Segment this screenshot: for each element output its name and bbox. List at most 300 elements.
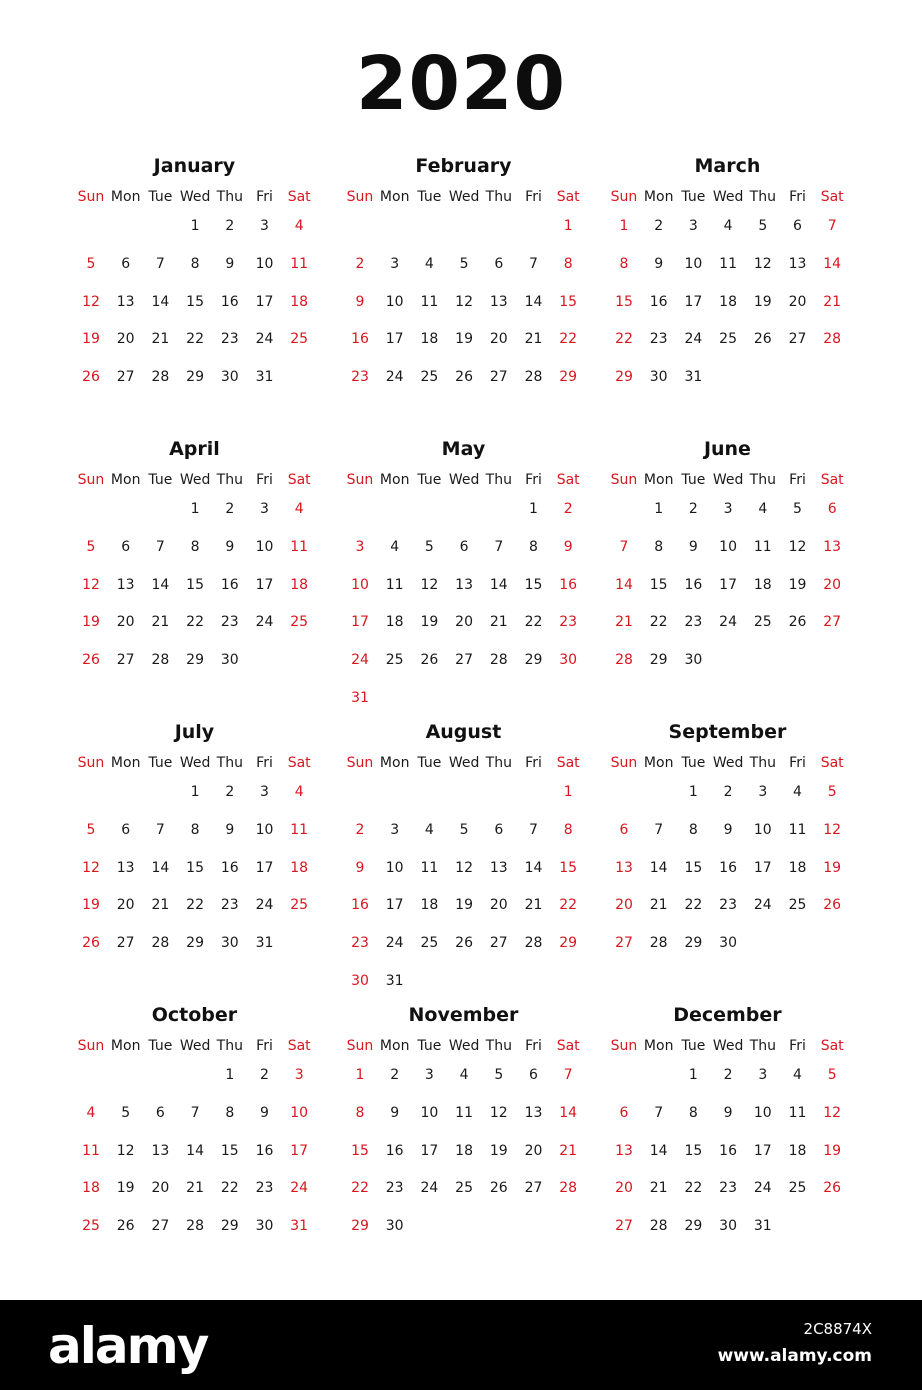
day-cell: 11	[385, 576, 404, 593]
day-cell: 19	[82, 614, 100, 631]
day-cell: 18	[82, 1180, 100, 1197]
day-cell: 21	[559, 1142, 578, 1159]
weekday-header: Sun	[77, 1038, 105, 1054]
day-cell: 6	[619, 1104, 629, 1121]
day-cell: 27	[615, 1218, 633, 1235]
day-cell: 15	[684, 1142, 703, 1159]
weekday-header: Wed	[712, 472, 744, 488]
day-cell: 15	[186, 293, 204, 310]
weekday-header: Tue	[681, 189, 706, 205]
day-cell: 17	[420, 1142, 439, 1159]
day-cell: 3	[723, 501, 733, 517]
day-cell: 2	[355, 255, 365, 272]
day-cell: 15	[649, 576, 668, 593]
day-cell: 20	[116, 614, 135, 631]
day-cell: 28	[524, 935, 543, 952]
day-cell: 17	[255, 293, 274, 310]
day-cell: 6	[494, 821, 504, 838]
day-cell: 17	[255, 859, 274, 876]
day-cell: 3	[260, 501, 269, 517]
day-cell: 22	[186, 897, 204, 914]
weekday-header: Tue	[417, 189, 442, 205]
day-cell: 19	[823, 859, 842, 876]
day-cell: 15	[186, 576, 204, 593]
day-cell: 29	[186, 652, 204, 669]
day-cell: 29	[684, 935, 703, 952]
day-cell: 16	[649, 293, 668, 310]
month-may	[342, 438, 585, 718]
weekday-header: Tue	[681, 1038, 706, 1054]
weekday-header: Mon	[110, 755, 141, 771]
day-cell: 21	[615, 614, 633, 631]
day-cell: 20	[489, 331, 508, 348]
day-cell: 22	[186, 614, 204, 631]
day-cell: 1	[355, 1067, 365, 1083]
weekday-header: Tue	[681, 755, 706, 771]
day-cell: 27	[151, 1218, 170, 1235]
day-cell: 29	[559, 369, 578, 386]
day-cell: 11	[719, 255, 737, 272]
day-cell: 7	[155, 821, 165, 838]
day-cell: 3	[294, 1067, 304, 1083]
day-cell: 3	[390, 255, 400, 272]
day-cell: 7	[654, 1104, 664, 1121]
day-cell: 18	[719, 293, 737, 310]
day-cell: 1	[688, 784, 698, 800]
day-cell: 2	[654, 218, 664, 234]
weekday-header: Sun	[346, 472, 374, 488]
day-cell: 21	[489, 614, 508, 631]
weekday-header: Mon	[643, 189, 674, 205]
day-cell: 19	[489, 1142, 508, 1159]
day-cell: 18	[290, 576, 309, 593]
day-cell: 24	[385, 935, 404, 952]
day-cell: 22	[684, 1180, 703, 1197]
image-id: 2C8874X	[803, 1320, 872, 1338]
day-cell: 30	[220, 652, 239, 669]
day-cell: 25	[420, 935, 439, 952]
day-cell: 10	[255, 538, 274, 555]
day-cell: 17	[753, 1142, 772, 1159]
day-cell: 12	[489, 1104, 508, 1121]
day-cell: 22	[186, 331, 204, 348]
day-cell: 12	[82, 859, 100, 876]
day-cell: 14	[524, 859, 543, 876]
day-cell: 28	[186, 1218, 204, 1235]
day-cell: 4	[793, 1067, 802, 1083]
weekday-header: Thu	[485, 472, 512, 488]
day-cell: 10	[753, 821, 772, 838]
day-cell: 28	[615, 652, 633, 669]
weekday-header: Thu	[216, 1038, 243, 1054]
day-cell: 15	[524, 576, 543, 593]
day-cell: 30	[255, 1218, 274, 1235]
day-cell: 13	[455, 576, 473, 593]
calendar-year-title: 2020	[356, 41, 566, 127]
day-cell: 23	[255, 1180, 274, 1197]
month-february	[342, 155, 585, 435]
month-name: November	[408, 1004, 519, 1026]
day-cell: 30	[719, 1218, 737, 1235]
day-cell: 30	[649, 369, 668, 386]
day-cell: 17	[719, 576, 737, 593]
day-cell: 20	[615, 897, 633, 914]
weekday-header: Wed	[448, 755, 480, 771]
day-cell: 29	[615, 369, 633, 386]
day-cell: 11	[290, 821, 309, 838]
day-cell: 24	[719, 614, 737, 631]
day-cell: 14	[151, 293, 170, 310]
day-cell: 9	[225, 821, 235, 838]
day-cell: 3	[424, 1067, 434, 1083]
day-cell: 5	[86, 821, 96, 838]
weekday-header: Wed	[712, 1038, 744, 1054]
day-cell: 31	[385, 973, 404, 989]
day-cell: 3	[688, 218, 698, 234]
day-cell: 7	[654, 821, 664, 838]
day-cell: 16	[559, 576, 578, 593]
month-april	[73, 438, 316, 718]
day-cell: 8	[688, 1104, 698, 1121]
day-cell: 24	[385, 369, 404, 386]
weekday-header: Thu	[485, 755, 512, 771]
month-name: September	[668, 721, 787, 743]
day-cell: 18	[788, 1142, 807, 1159]
day-cell: 20	[524, 1142, 543, 1159]
day-cell: 6	[459, 538, 469, 555]
day-cell: 6	[619, 821, 629, 838]
day-cell: 25	[290, 331, 309, 348]
day-cell: 23	[684, 614, 703, 631]
weekday-header: Sun	[77, 755, 105, 771]
day-cell: 11	[420, 293, 439, 310]
day-cell: 13	[615, 859, 633, 876]
day-cell: 31	[255, 935, 274, 952]
day-cell: 17	[684, 293, 703, 310]
day-cell: 2	[225, 218, 235, 234]
day-cell: 18	[753, 576, 772, 593]
day-cell: 15	[351, 1142, 369, 1159]
day-cell: 11	[290, 538, 309, 555]
weekday-header: Fri	[789, 189, 806, 205]
weekday-header: Thu	[485, 189, 512, 205]
day-cell: 26	[455, 935, 473, 952]
month-name: July	[174, 721, 215, 743]
month-name: December	[673, 1004, 782, 1026]
month-name: April	[169, 438, 220, 460]
day-cell: 25	[82, 1218, 100, 1235]
day-cell: 27	[489, 369, 508, 386]
weekday-header: Fri	[256, 189, 273, 205]
day-cell: 11	[788, 1104, 807, 1121]
day-cell: 30	[719, 935, 737, 952]
day-cell: 27	[524, 1180, 543, 1197]
day-cell: 5	[86, 538, 96, 555]
day-cell: 13	[116, 859, 135, 876]
day-cell: 9	[654, 255, 664, 272]
day-cell: 14	[186, 1142, 204, 1159]
day-cell: 5	[86, 255, 96, 272]
day-cell: 12	[753, 255, 772, 272]
day-cell: 10	[385, 859, 404, 876]
day-cell: 2	[390, 1067, 400, 1083]
weekday-header: Mon	[110, 472, 141, 488]
day-cell: 2	[225, 501, 235, 517]
day-cell: 16	[220, 576, 239, 593]
weekday-header: Fri	[789, 755, 806, 771]
day-cell: 5	[827, 784, 837, 800]
weekday-header: Sat	[287, 189, 311, 205]
weekday-header: Fri	[525, 189, 542, 205]
day-cell: 14	[151, 576, 170, 593]
day-cell: 16	[719, 1142, 737, 1159]
day-cell: 27	[615, 935, 633, 952]
day-cell: 12	[116, 1142, 135, 1159]
day-cell: 6	[155, 1104, 165, 1121]
day-cell: 12	[823, 821, 842, 838]
day-cell: 20	[455, 614, 473, 631]
day-cell: 8	[190, 821, 200, 838]
day-cell: 20	[116, 331, 135, 348]
day-cell: 24	[351, 652, 369, 669]
day-cell: 17	[753, 859, 772, 876]
day-cell: 1	[190, 501, 200, 517]
weekday-header: Wed	[448, 1038, 480, 1054]
weekday-header: Fri	[789, 1038, 806, 1054]
day-cell: 26	[788, 614, 807, 631]
day-cell: 28	[524, 369, 543, 386]
day-cell: 2	[688, 501, 698, 517]
day-cell: 18	[455, 1142, 473, 1159]
day-cell: 5	[459, 821, 469, 838]
day-cell: 9	[260, 1104, 269, 1121]
weekday-header: Mon	[379, 472, 410, 488]
weekday-header: Thu	[749, 755, 776, 771]
day-cell: 17	[385, 897, 404, 914]
day-cell: 3	[260, 218, 269, 234]
day-cell: 8	[225, 1104, 235, 1121]
day-cell: 1	[563, 784, 573, 800]
day-cell: 8	[563, 821, 573, 838]
day-cell: 24	[255, 331, 274, 348]
day-cell: 30	[385, 1218, 404, 1235]
day-cell: 27	[455, 652, 473, 669]
brand-logo: alamy	[48, 1317, 208, 1375]
day-cell: 8	[563, 255, 573, 272]
day-cell: 19	[455, 331, 473, 348]
day-cell: 27	[116, 369, 135, 386]
month-name: January	[153, 155, 236, 177]
day-cell: 22	[351, 1180, 369, 1197]
day-cell: 22	[649, 614, 668, 631]
day-cell: 23	[385, 1180, 404, 1197]
day-cell: 23	[559, 614, 578, 631]
day-cell: 30	[220, 935, 239, 952]
day-cell: 23	[351, 935, 369, 952]
day-cell: 3	[390, 821, 400, 838]
day-cell: 14	[524, 293, 543, 310]
day-cell: 10	[420, 1104, 439, 1121]
day-cell: 4	[86, 1104, 96, 1121]
day-cell: 2	[723, 1067, 733, 1083]
weekday-header: Sat	[556, 755, 580, 771]
day-cell: 4	[793, 784, 802, 800]
day-cell: 12	[455, 859, 473, 876]
day-cell: 14	[649, 1142, 668, 1159]
day-cell: 20	[788, 293, 807, 310]
day-cell: 14	[559, 1104, 578, 1121]
day-cell: 9	[563, 538, 573, 555]
day-cell: 25	[455, 1180, 473, 1197]
day-cell: 23	[220, 331, 239, 348]
weekday-header: Sun	[77, 472, 105, 488]
day-cell: 15	[559, 293, 578, 310]
day-cell: 4	[459, 1067, 469, 1083]
day-cell: 10	[753, 1104, 772, 1121]
weekday-header: Sun	[610, 755, 638, 771]
day-cell: 22	[559, 331, 578, 348]
day-cell: 27	[116, 935, 135, 952]
day-cell: 12	[823, 1104, 842, 1121]
day-cell: 12	[82, 293, 100, 310]
day-cell: 13	[823, 538, 842, 555]
day-cell: 11	[455, 1104, 473, 1121]
day-cell: 22	[220, 1180, 239, 1197]
month-july	[73, 721, 316, 1001]
day-cell: 30	[220, 369, 239, 386]
weekday-header: Mon	[643, 755, 674, 771]
day-cell: 25	[788, 1180, 807, 1197]
day-cell: 1	[654, 501, 664, 517]
month-december	[606, 1004, 849, 1284]
day-cell: 7	[494, 538, 504, 555]
day-cell: 29	[684, 1218, 703, 1235]
day-cell: 28	[151, 369, 170, 386]
day-cell: 24	[753, 1180, 772, 1197]
day-cell: 26	[82, 369, 100, 386]
day-cell: 7	[190, 1104, 200, 1121]
weekday-header: Fri	[525, 755, 542, 771]
day-cell: 4	[294, 218, 304, 234]
day-cell: 28	[649, 935, 668, 952]
weekday-header: Fri	[256, 472, 273, 488]
day-cell: 5	[827, 1067, 837, 1083]
weekday-header: Sun	[346, 755, 374, 771]
day-cell: 17	[255, 576, 274, 593]
day-cell: 21	[649, 1180, 668, 1197]
day-cell: 25	[719, 331, 737, 348]
day-cell: 20	[615, 1180, 633, 1197]
day-cell: 23	[649, 331, 668, 348]
weekday-header: Tue	[681, 472, 706, 488]
day-cell: 4	[424, 255, 434, 272]
day-cell: 9	[225, 538, 235, 555]
day-cell: 13	[151, 1142, 170, 1159]
day-cell: 20	[151, 1180, 170, 1197]
day-cell: 16	[351, 331, 369, 348]
day-cell: 4	[294, 501, 304, 517]
day-cell: 1	[190, 218, 200, 234]
day-cell: 25	[385, 652, 404, 669]
day-cell: 16	[385, 1142, 404, 1159]
day-cell: 5	[459, 255, 469, 272]
weekday-header: Sun	[346, 189, 374, 205]
day-cell: 2	[260, 1067, 269, 1083]
day-cell: 24	[684, 331, 703, 348]
month-name: May	[441, 438, 486, 460]
day-cell: 11	[420, 859, 439, 876]
day-cell: 23	[220, 614, 239, 631]
day-cell: 28	[559, 1180, 578, 1197]
weekday-header: Thu	[485, 1038, 512, 1054]
day-cell: 19	[823, 1142, 842, 1159]
weekday-header: Sat	[820, 755, 844, 771]
weekday-header: Mon	[379, 1038, 410, 1054]
day-cell: 9	[355, 293, 365, 310]
day-cell: 4	[294, 784, 304, 800]
weekday-header: Tue	[417, 1038, 442, 1054]
day-cell: 17	[385, 331, 404, 348]
month-november	[342, 1004, 585, 1284]
weekday-header: Sat	[556, 472, 580, 488]
day-cell: 16	[719, 859, 737, 876]
day-cell: 26	[116, 1218, 135, 1235]
day-cell: 23	[351, 369, 369, 386]
day-cell: 19	[82, 897, 100, 914]
weekday-header: Tue	[417, 755, 442, 771]
month-october	[73, 1004, 316, 1284]
weekday-header: Thu	[749, 472, 776, 488]
weekday-header: Sat	[556, 1038, 580, 1054]
weekday-header: Fri	[256, 1038, 273, 1054]
day-cell: 11	[82, 1142, 100, 1159]
day-cell: 12	[455, 293, 473, 310]
day-cell: 29	[220, 1218, 239, 1235]
day-cell: 26	[823, 897, 842, 914]
day-cell: 5	[793, 501, 802, 517]
day-cell: 29	[186, 935, 204, 952]
weekday-header: Fri	[525, 1038, 542, 1054]
day-cell: 29	[186, 369, 204, 386]
day-cell: 18	[788, 859, 807, 876]
day-cell: 16	[684, 576, 703, 593]
day-cell: 31	[753, 1218, 772, 1235]
weekday-header: Wed	[448, 189, 480, 205]
weekday-header: Mon	[110, 1038, 141, 1054]
day-cell: 24	[753, 897, 772, 914]
day-cell: 19	[82, 331, 100, 348]
day-cell: 9	[390, 1104, 400, 1121]
day-cell: 13	[489, 859, 508, 876]
day-cell: 19	[455, 897, 473, 914]
day-cell: 6	[793, 218, 802, 234]
day-cell: 15	[559, 859, 578, 876]
day-cell: 28	[649, 1218, 668, 1235]
day-cell: 25	[420, 369, 439, 386]
weekday-header: Fri	[256, 755, 273, 771]
day-cell: 7	[529, 255, 538, 272]
day-cell: 24	[420, 1180, 439, 1197]
weekday-header: Mon	[379, 189, 410, 205]
day-cell: 2	[723, 784, 733, 800]
day-cell: 8	[355, 1104, 365, 1121]
day-cell: 1	[190, 784, 200, 800]
weekday-header: Wed	[179, 472, 211, 488]
day-cell: 14	[489, 576, 508, 593]
month-june	[606, 438, 849, 718]
day-cell: 10	[719, 538, 737, 555]
day-cell: 12	[420, 576, 439, 593]
